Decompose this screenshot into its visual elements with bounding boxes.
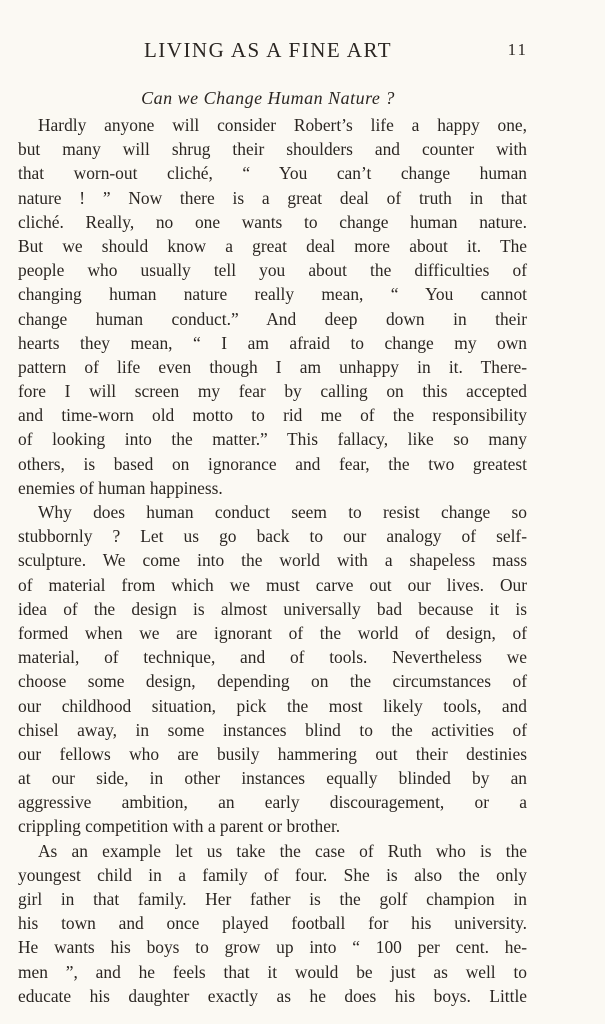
text-line: enemies of human happiness.	[18, 477, 223, 498]
section-title: Can we Change Human Nature ?	[141, 88, 395, 108]
text-line: girl in that family. Her father is the golf champion in	[18, 889, 527, 909]
text-line: But we should know a great deal more about it. The	[18, 235, 527, 256]
text-line: sculpture. We come into the world with a shapeless mass	[18, 550, 527, 571]
text-line: chisel away, in some instances blind to the activities of	[18, 719, 527, 740]
text-line: people who usually tell you about the difficulties of	[18, 260, 527, 281]
text-line: Why does human conduct seem to resist change so	[38, 502, 527, 522]
page-number: 11	[507, 40, 528, 59]
text-line: others, is based on ignorance and fear, the two greatest	[18, 453, 527, 474]
text-line: Hardly anyone will consider Robert’s life a happy one,	[38, 115, 527, 135]
text-line: choose some design, depending on the circumstances of	[18, 671, 527, 692]
running-title: LIVING AS A FINE ART	[143, 38, 393, 62]
text-line: formed when we are ignorant of the world of design, of	[18, 622, 527, 643]
text-line: of looking into the matter.” This fallacy, like so many	[18, 429, 527, 450]
text-line: his town and once played football for his university.	[18, 913, 527, 934]
text-line: of material from which we must carve out our lives. Our	[18, 574, 527, 595]
text-line: As an example let us take the case of Ruth who is the	[38, 840, 527, 861]
text-line: at our side, in other instances equally blinded by an	[18, 768, 527, 789]
text-line: fore I will screen my fear by calling on this accepted	[18, 381, 527, 402]
text-line: educate his daughter exactly as he does his boys. Little	[18, 985, 527, 1006]
text-line: aggressive ambition, an early discouragement, or a	[18, 792, 527, 813]
text-line: that worn-out cliché, “ You can’t change human	[18, 163, 527, 184]
text-line: and time-worn old motto to rid me of the responsibility	[18, 405, 527, 426]
text-line: cliché. Really, no one wants to change human nature.	[18, 211, 527, 232]
text-line: stubbornly ? Let us go back to our analogy of self-	[18, 526, 527, 547]
text-line: nature ! ” Now there is a great deal of truth in that	[18, 187, 527, 208]
text-line: idea of the design is almost universally bad because it is	[18, 598, 527, 619]
text-line: youngest child in a family of four. She is also the only	[18, 864, 527, 885]
text-line: change human conduct.” And deep down in their	[18, 308, 527, 329]
text-line: men ”, and he feels that it would be just as well to	[18, 961, 527, 982]
text-line: changing human nature really mean, “ You cannot	[18, 284, 527, 305]
text-line: He wants his boys to grow up into “ 100 per cent. he-	[18, 937, 527, 958]
text-line: hearts they mean, “ I am afraid to change my own	[18, 332, 527, 353]
body-text	[18, 113, 527, 1008]
text-line: our childhood situation, pick the most likely tools, and	[18, 695, 527, 716]
text-line: but many will shrug their shoulders and counter with	[18, 139, 527, 160]
running-head	[0, 36, 605, 64]
text-line: pattern of life even though I am unhappy in it. There-	[18, 356, 527, 377]
text-line: our fellows who are busily hammering out their destinies	[18, 743, 527, 764]
text-line: crippling competition with a parent or brother.	[18, 816, 341, 837]
text-line: material, of technique, and of tools. Nevertheless we	[18, 647, 527, 668]
